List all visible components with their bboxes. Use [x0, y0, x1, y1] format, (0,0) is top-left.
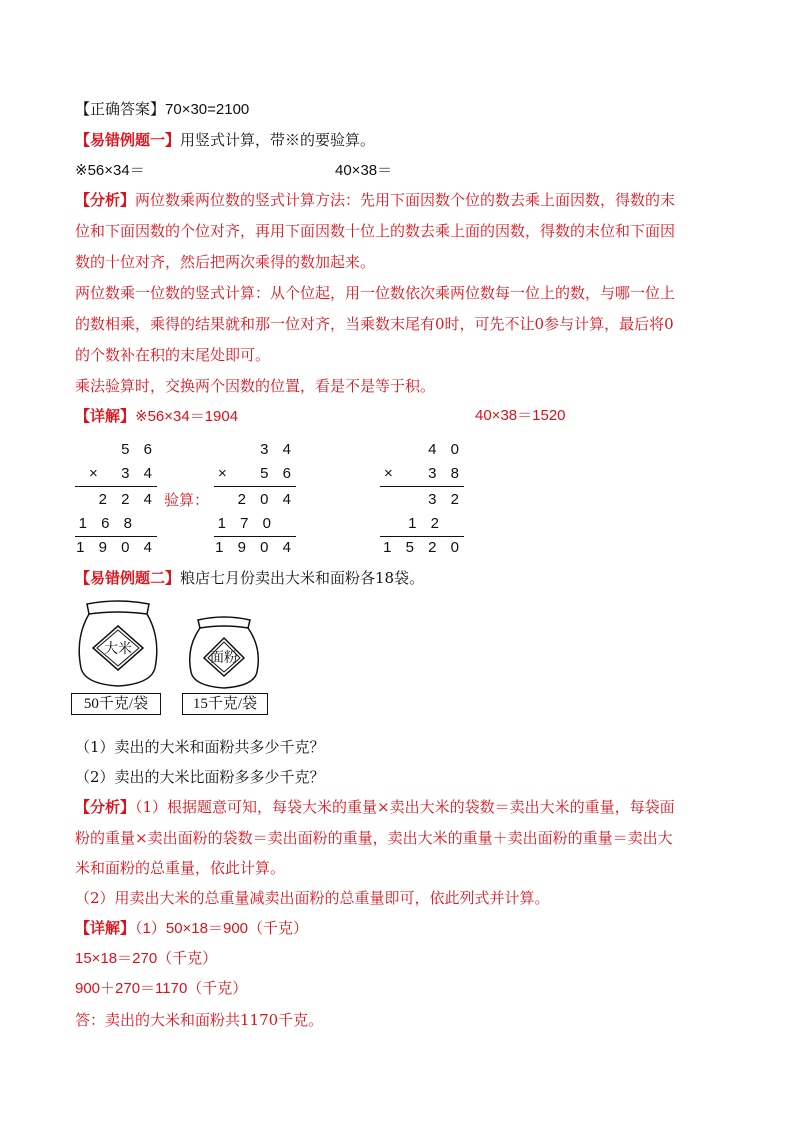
example2-detail-line-1: 15×18＝270（千克）	[75, 950, 218, 967]
example1-detail	[75, 406, 238, 427]
vc1-rule-2	[75, 536, 157, 537]
vc2-rule-1	[214, 486, 296, 487]
example2-question: 粮店七月份卖出大米和面粉各18袋。	[180, 569, 425, 587]
vc3-top: 4 0	[428, 441, 464, 458]
example1-tag: 【易错例题一】	[75, 131, 181, 149]
answer-line	[75, 99, 249, 120]
example1-analysis-line-5: 的个数补在积的末尾处即可。	[75, 346, 271, 364]
answer-formula: 70×30=2100	[165, 101, 250, 118]
example1-detail-tag: 【详解】	[75, 407, 136, 425]
verify-label: 验算：	[164, 491, 210, 509]
detail-text: （1）50×18＝900（千克）	[135, 920, 309, 937]
example2-detail-line-2: 900＋270＝1170（千克）	[75, 980, 248, 997]
vc2-top: 3 4	[260, 441, 296, 458]
vc3-rule-1	[380, 486, 464, 487]
example2-tag: 【易错例题二】	[75, 569, 181, 587]
vc1-result: 1 9 0 4	[76, 539, 157, 556]
vc1-bottom: 3 4	[121, 465, 157, 482]
example2-q2: （2）卖出的大米比面粉多多少千克？	[75, 768, 325, 786]
example1-detail-b: 40×38＝1520	[475, 407, 566, 424]
vc2-bottom: 5 6	[260, 465, 296, 482]
vc2-partial-2: 1 7 0	[217, 515, 276, 532]
example1-header	[75, 130, 375, 150]
analysis-text: 两位数乘两位数的竖式计算方法：先用下面因数个位的数去乘上面因数，得数的末	[135, 191, 676, 209]
vc3-bottom: 3 8	[428, 465, 464, 482]
example1-problem-a: ※56×34＝	[75, 162, 145, 179]
example1-analysis-tag: 【分析】	[75, 191, 136, 209]
flour-weight-box: 15千克/袋	[182, 693, 268, 715]
example2-analysis-line-3: （2）用卖出大米的总重量减卖出面粉的总重量即可，依此列式并计算。	[75, 889, 550, 907]
example2-header	[75, 568, 424, 588]
vc1-top: 5 6	[121, 441, 157, 458]
vc3-partial-2: 1 2	[408, 515, 444, 532]
example1-analysis-line-6: 乘法验算时，交换两个因数的位置，看是不是等于积。	[75, 377, 436, 395]
vc3-partial-1: 3 2	[428, 491, 464, 508]
example1-problem-b: 40×38＝	[335, 162, 393, 179]
example2-detail-line-0	[75, 918, 308, 939]
example2-analysis-line-0	[75, 797, 675, 817]
vc3-times: ×	[384, 465, 393, 482]
vc2-times: ×	[218, 465, 227, 482]
answer-tag: 【正确答案】	[75, 100, 166, 118]
example1-analysis-line-3: 两位数乘一位数的竖式计算：从个位起，用一位数依次乘两位数每一位上的数，与哪一位上	[75, 284, 676, 302]
vc1-rule-1	[75, 486, 157, 487]
vc3-result: 1 5 2 0	[383, 539, 464, 556]
example1-analysis-line-0	[75, 190, 675, 210]
example2-q1: （1）卖出的大米和面粉共多少千克？	[75, 738, 325, 756]
example2-answer: 答：卖出的大米和面粉共1170千克。	[75, 1011, 324, 1029]
vc1-partial-2: 1 6 8	[78, 515, 137, 532]
vertical-calc-1	[75, 440, 157, 556]
example2-analysis-tag: 【分析】	[75, 798, 136, 816]
example1-detail-a: ※56×34＝1904	[135, 408, 239, 425]
example1-analysis-line-2: 数的十位对齐，然后把两次乘得的数加起来。	[75, 253, 376, 271]
flour-label: 面粉	[210, 650, 238, 666]
vc3-rule-2	[380, 536, 464, 537]
rice-weight-box: 50千克/袋	[71, 693, 161, 715]
analysis-text: （1）根据题意可知，每袋大米的重量×卖出大米的袋数＝卖出大米的重量，每袋面	[135, 798, 675, 816]
example1-analysis-line-1: 位和下面因数的个位对齐，再用下面因数十位上的数去乘上面的因数，得数的末位和下面因	[75, 222, 676, 240]
vc2-result: 1 9 0 4	[215, 539, 296, 556]
example2-analysis-line-1: 粉的重量×卖出面粉的袋数＝卖出面粉的重量，卖出大米的重量＋卖出面粉的重量＝卖出大	[75, 829, 673, 847]
rice-label: 大米	[104, 641, 132, 657]
vertical-calc-2	[214, 440, 296, 556]
vc1-times: ×	[89, 465, 98, 482]
example2-detail-tag: 【详解】	[75, 919, 136, 937]
example1-analysis-line-4: 的数相乘，乘得的结果就和那一位对齐，当乘数末尾有0时，可先不让0参与计算，最后将0	[75, 315, 674, 333]
example2-analysis-line-2: 米和面粉的总重量，依此计算。	[75, 859, 286, 877]
example1-instruction: 用竖式计算，带※的要验算。	[180, 131, 376, 149]
vc2-partial-1: 2 0 4	[237, 491, 296, 508]
vc2-rule-2	[214, 536, 296, 537]
vertical-calc-3	[380, 440, 464, 556]
vc1-partial-1: 2 2 4	[98, 491, 157, 508]
